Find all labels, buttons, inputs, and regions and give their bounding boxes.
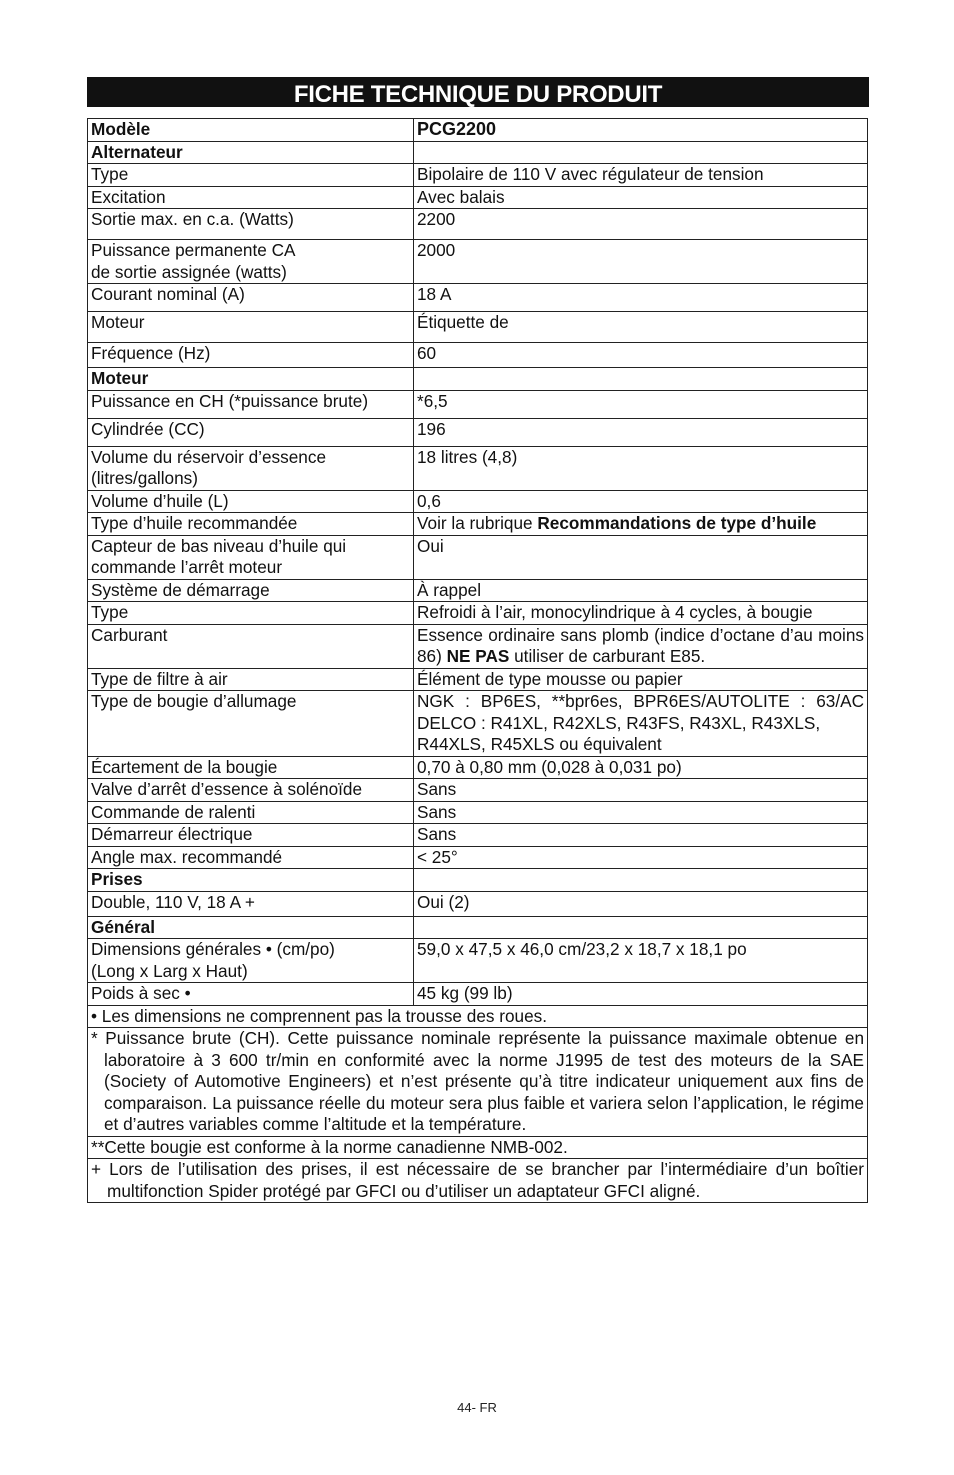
row-value: Refroidi à l’air, monocylindrique à 4 cycles, à bougie: [414, 602, 868, 625]
row-label-line: Puissance permanente CA: [91, 240, 296, 260]
table-row: [88, 343, 868, 368]
table-row: [88, 691, 868, 757]
row-label-line: (Long x Larg x Haut): [91, 960, 248, 981]
row-value: 2000: [414, 240, 868, 284]
row-label: Excitation: [88, 186, 414, 209]
note-row: [88, 1159, 868, 1203]
table-row: [88, 390, 868, 418]
table-row: [88, 624, 868, 668]
row-value: [414, 691, 868, 757]
row-value: 2200: [414, 209, 868, 240]
row-value-text: Essence ordinaire sans plomb (indice d’octane d’au moins 86): [417, 624, 864, 666]
row-label-line: (litres/gallons): [91, 468, 198, 488]
row-value-text: utiliser de carburant E85.: [509, 646, 706, 666]
row-label: Volume d’huile (L): [88, 490, 414, 513]
table-row: [88, 209, 868, 240]
row-label: Cylindrée (CC): [88, 418, 414, 446]
row-value-text: R44XLS, R45XLS ou équivalent: [417, 734, 662, 754]
row-value: Oui (2): [414, 891, 868, 916]
table-row: [88, 418, 868, 446]
table-row: [88, 756, 868, 779]
row-value: 60: [414, 343, 868, 368]
table-row: [88, 801, 868, 824]
table-row: [88, 446, 868, 490]
row-value: 196: [414, 418, 868, 446]
row-label: Type: [88, 602, 414, 625]
row-value: [414, 513, 868, 536]
row-label-line: commande l’arrêt moteur: [91, 557, 283, 577]
section-prises: [88, 869, 868, 892]
section-alternateur: [88, 141, 868, 164]
row-label: [88, 446, 414, 490]
table-row: [88, 240, 868, 284]
note-row: [88, 1136, 868, 1159]
bougie-note: **Cette bougie est conforme à la norme canadienne NMB-002.: [88, 1136, 868, 1159]
row-label: Type de filtre à air: [88, 668, 414, 691]
oil-recommendation-reference: Recommandations de type d’huile: [537, 513, 817, 533]
table-row: [88, 312, 868, 343]
prises-note: + Lors de l’utilisation des prises, il est nécessaire de se brancher par l’intermédiaire d’un boîtier multifonction Spider protégé par GFCI ou d’utiliser un adaptateur GFCI aligné.: [88, 1159, 868, 1203]
note-row: [88, 1028, 868, 1137]
table-row: [88, 535, 868, 579]
model-label: Modèle: [88, 119, 414, 142]
table-row: [88, 983, 868, 1006]
row-label-line: Dimensions générales • (cm/po): [91, 939, 335, 959]
table-row: [88, 490, 868, 513]
warning-text: NE PAS: [446, 646, 510, 666]
section-moteur: [88, 368, 868, 391]
table-row: [88, 284, 868, 312]
row-value: 0,6: [414, 490, 868, 513]
row-value: Oui: [414, 535, 868, 579]
table-row: [88, 846, 868, 869]
row-label: Puissance en CH (*puissance brute): [88, 390, 414, 418]
table-row-model: [88, 119, 868, 142]
row-label: Écartement de la bougie: [88, 756, 414, 779]
row-label-line: Volume du réservoir d’essence: [91, 446, 327, 467]
row-value: Élément de type mousse ou papier: [414, 668, 868, 691]
model-value: PCG2200: [414, 119, 868, 142]
row-label: Fréquence (Hz): [88, 343, 414, 368]
row-label: Carburant: [88, 624, 414, 668]
row-value: [414, 624, 868, 668]
row-value: Avec balais: [414, 186, 868, 209]
table-row: [88, 824, 868, 847]
row-label-line: de sortie assignée (watts): [91, 261, 287, 282]
row-value: Sans: [414, 824, 868, 847]
page-title: FICHE TECHNIQUE DU PRODUIT: [87, 77, 869, 107]
row-label: Valve d’arrêt d’essence à solénoïde: [88, 779, 414, 802]
row-label: Type: [88, 164, 414, 187]
section-header-moteur: Moteur: [88, 368, 414, 391]
row-label: [88, 240, 414, 284]
section-header-alternateur: Alternateur: [88, 141, 414, 164]
row-value-text: NGK : BP6ES, **bpr6es, BPR6ES/AUTOLITE : 63/AC DELCO : R41XL, R42XLS, R43FS, R43XL, R43XLS,: [417, 691, 864, 733]
row-label: Moteur: [88, 312, 414, 343]
table-row: [88, 513, 868, 536]
table-row: [88, 939, 868, 983]
page-number: 44- FR: [457, 1400, 497, 1415]
row-label: Poids à sec •: [88, 983, 414, 1006]
row-value: À rappel: [414, 579, 868, 602]
row-value: Étiquette de: [414, 312, 868, 343]
table-row: [88, 602, 868, 625]
row-value: < 25°: [414, 846, 868, 869]
table-row: [88, 164, 868, 187]
section-header-general: Général: [88, 916, 414, 939]
row-label: [88, 535, 414, 579]
note-row: [88, 1005, 868, 1028]
row-label: Commande de ralenti: [88, 801, 414, 824]
table-row: [88, 186, 868, 209]
row-label: Type de bougie d’allumage: [88, 691, 414, 757]
row-value: 0,70 à 0,80 mm (0,028 à 0,031 po): [414, 756, 868, 779]
row-value: 18 A: [414, 284, 868, 312]
row-label: Double, 110 V, 18 A +: [88, 891, 414, 916]
section-header-prises: Prises: [88, 869, 414, 892]
row-label: Sortie max. en c.a. (Watts): [88, 209, 414, 240]
row-label: Angle max. recommandé: [88, 846, 414, 869]
row-label: Courant nominal (A): [88, 284, 414, 312]
row-label: Système de démarrage: [88, 579, 414, 602]
row-value: *6,5: [414, 390, 868, 418]
table-row: [88, 668, 868, 691]
row-value: 45 kg (99 lb): [414, 983, 868, 1006]
row-value: Bipolaire de 110 V avec régulateur de tension: [414, 164, 868, 187]
row-value: Sans: [414, 779, 868, 802]
row-value-text: Voir la rubrique: [417, 513, 538, 533]
row-label: [88, 939, 414, 983]
row-label: Démarreur électrique: [88, 824, 414, 847]
table-row: [88, 579, 868, 602]
row-label-line: Capteur de bas niveau d’huile qui: [91, 535, 347, 556]
spec-table: [87, 118, 868, 1203]
row-value: Sans: [414, 801, 868, 824]
row-label: Type d’huile recommandée: [88, 513, 414, 536]
section-general: [88, 916, 868, 939]
row-value: 18 litres (4,8): [414, 446, 868, 490]
row-value: 59,0 x 47,5 x 46,0 cm/23,2 x 18,7 x 18,1 po: [414, 939, 868, 983]
table-row: [88, 891, 868, 916]
table-row: [88, 779, 868, 802]
puissance-note: * Puissance brute (CH). Cette puissance nominale représente la puissance maximale obtenue en laboratoire à 3 600 tr/min en conformité avec la norme J1995 de test des moteurs de la SAE (Society of Automotive Engineers) et n’est présente qu’à titre indicateur uniquement aux fins de comparaison. La puissance réelle du moteur sera plus faible et variera selon l’application, le régime et d’autres variables comme l’altitude et la température.: [88, 1028, 868, 1137]
dimensions-note: • Les dimensions ne comprennent pas la trousse des roues.: [88, 1005, 868, 1028]
